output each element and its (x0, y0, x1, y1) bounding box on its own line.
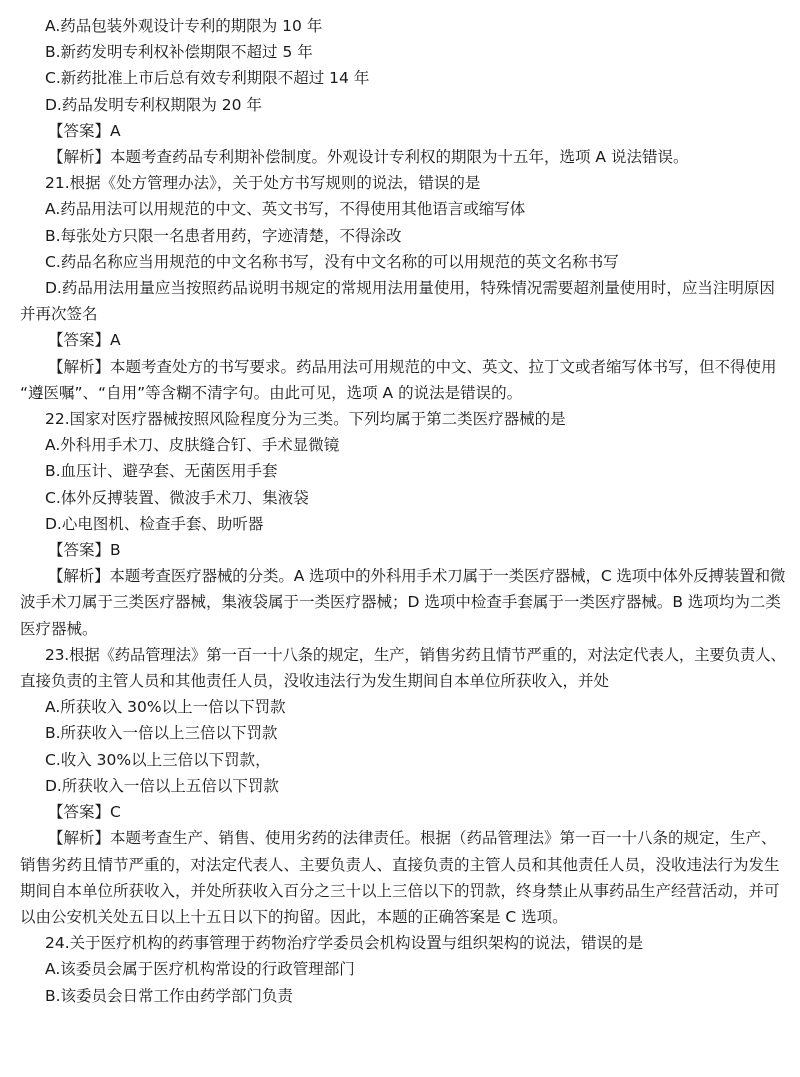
q22-analysis-line-3: 医疗器械。 (20, 619, 98, 638)
q20-answer: 【答案】A (48, 121, 121, 140)
q21-analysis-line-2: “遵医嘱”、“自用”等含糊不清字句。由此可见，选项 A 的说法是错误的。 (20, 383, 523, 402)
q22-option-d: D.心电图机、检查手套、助听器 (45, 514, 264, 533)
q22-question: 22.国家对医疗器械按照风险程度分为三类。下列均属于第二类医疗器械的是 (45, 410, 566, 429)
q20-option-a: A.药品包装外观设计专利的期限为 10 年 (45, 17, 323, 35)
q23-analysis-line-4: 以由公安机关处五日以上十五日以下的拘留。因此，本题的正确答案是 C 选项。 (20, 907, 568, 926)
q20-analysis: 【解析】本题考查药品专利期补偿制度。外观设计专利权的期限为十五年，选项 A 说法错误。 (48, 148, 689, 167)
q20-option-c: C.新药批准上市后总有效专利期限不超过 14 年 (45, 69, 370, 88)
q22-option-b: B.血压计、避孕套、无菌医用手套 (45, 462, 278, 481)
q22-analysis-line-2: 波手术刀属于三类医疗器械，集液袋属于一类医疗器械；D 选项中检查手套属于一类医疗器械。B 选项均为二类 (20, 593, 781, 612)
q21-analysis-line-1: 【解析】本题考查处方的书写要求。药品用法可用规范的中文、英文、拉丁文或者缩写体书写，但不得使用 (48, 357, 777, 376)
q21-option-b: B.每张处方只限一名患者用药，字迹清楚，不得涂改 (45, 226, 402, 245)
q23-analysis-line-1: 【解析】本题考查生产、销售、使用劣药的法律责任。根据（药品管理法》第一百一十八条的规定，生产、 (48, 829, 777, 848)
q20-option-b: B.新药发明专利权补偿期限不超过 5 年 (45, 43, 313, 62)
q24-option-a: A.该委员会属于医疗机构常设的行政管理部门 (45, 960, 355, 979)
q24-question: 24.关于医疗机构的药事管理于药物治疗学委员会机构设置与组织架构的说法，错误的是 (45, 934, 644, 953)
q23-option-c: C.收入 30%以上三倍以下罚款， (45, 750, 271, 769)
q21-question: 21.根据《处方管理办法》，关于处方书写规则的说法，错误的是 (45, 174, 481, 193)
q23-analysis-line-3: 期间自本单位所获收入，并处所获收入百分之三十以上三倍以下的罚款，终身禁止从事药品生产经营活动，并可 (20, 881, 780, 900)
q22-option-a: A.外科用手术刀、皮肤缝合钉、手术显微镜 (45, 436, 340, 455)
q22-analysis-line-1: 【解析】本题考查医疗器械的分类。A 选项中的外科用手术刀属于一类医疗器械，C 选项中体外反搏装置和微 (48, 567, 786, 586)
q23-option-b: B.所获收入一倍以上三倍以下罚款 (45, 724, 278, 743)
q23-option-d: D.所获收入一倍以上五倍以下罚款 (45, 776, 279, 795)
q22-option-c: C.体外反搏装置、微波手术刀、集液袋 (45, 488, 309, 507)
q23-question-line-2: 直接负责的主管人员和其他责任人员，没收违法行为发生期间自本单位所获收入，并处 (20, 672, 610, 691)
q21-option-a: A.药品用法可以用规范的中文、英文书写，不得使用其他语言或缩写体 (45, 200, 526, 219)
q20-option-d: D.药品发明专利权期限为 20 年 (45, 95, 262, 114)
q21-option-d-cont: 并再次签名 (20, 305, 98, 324)
q23-analysis-line-2: 销售劣药且情节严重的，对法定代表人、主要负责人、直接负责的主管人员和其他责任人员，没收违法行为发生 (20, 855, 780, 874)
q24-option-b: B.该委员会日常工作由药学部门负责 (45, 986, 294, 1005)
q23-question-line-1: 23.根据《药品管理法》第一百一十八条的规定，生产，销售劣药且情节严重的，对法定代表人，主要负责人、 (45, 645, 786, 664)
q21-option-c: C.药品名称应当用规范的中文名称书写，没有中文名称的可以用规范的英文名称书写 (45, 252, 619, 271)
q23-option-a: A.所获收入 30%以上一倍以下罚款 (45, 698, 286, 717)
q22-answer: 【答案】B (48, 541, 121, 560)
q21-option-d: D.药品用法用量应当按照药品说明书规定的常规用法用量使用，特殊情况需要超剂量使用时，应当注明原因 (45, 279, 775, 298)
q21-answer: 【答案】A (48, 331, 121, 350)
q23-answer: 【答案】C (48, 803, 121, 822)
